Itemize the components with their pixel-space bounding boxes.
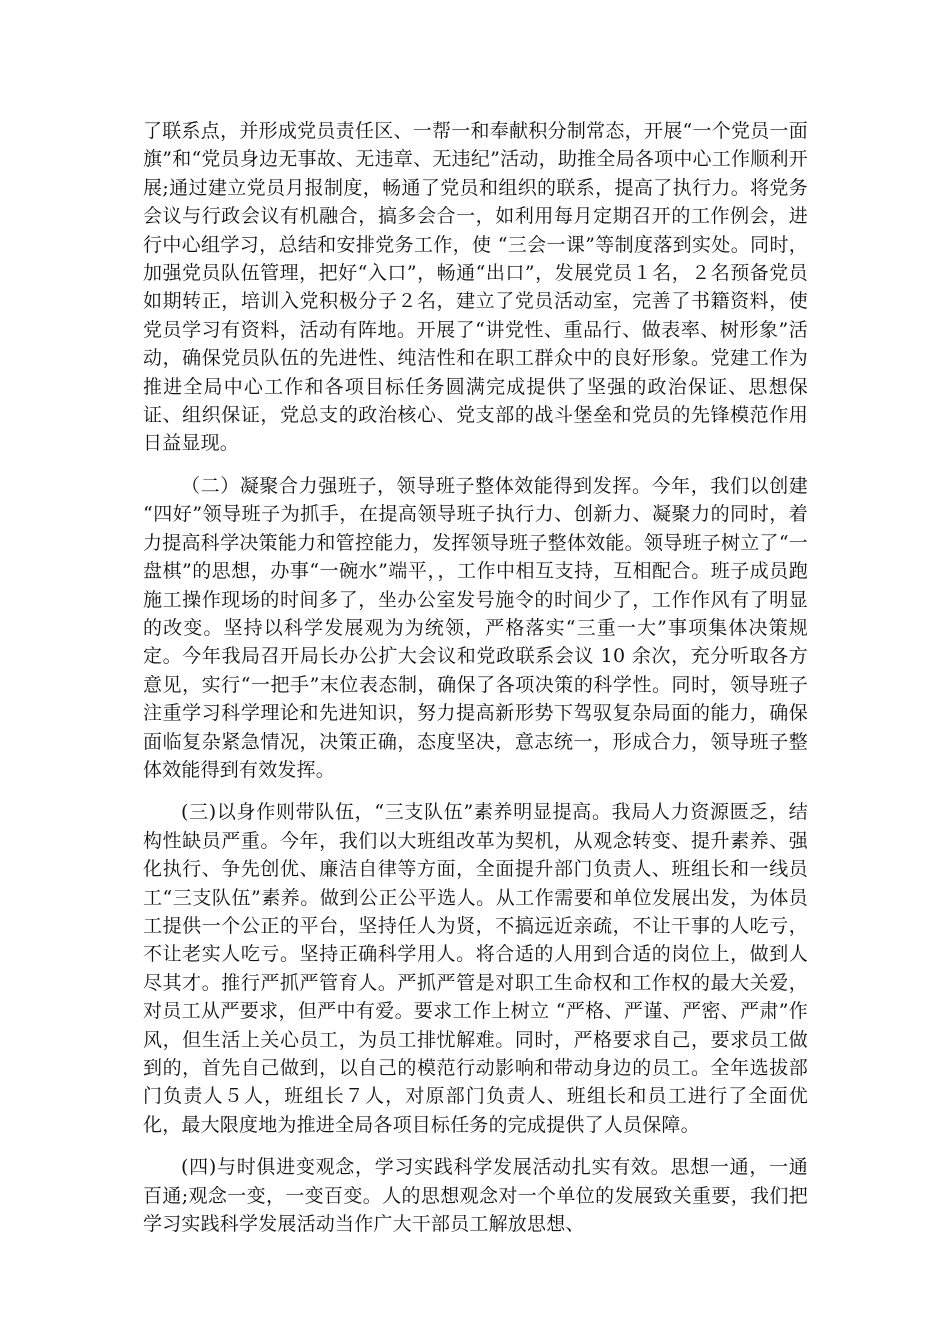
paragraph-three-teams: (三)以身作则带队伍，“三支队伍”素养明显提高。我局人力资源匮乏，结构性缺员严重。今年，我们以大班组改革为契机，从观念转变、提升素养、强化执行、争先创优、廉洁自律等方面，全面提升部门负责人、班组长和一线员工“三支队伍”素养。做到公正公平选人。从工作需要和单位发展出发，为体员工提供一个公正的平台，坚持任人为贤，不搞远近亲疏，不让干事的人吃亏，不让老实人吃亏。坚持正确科学用人。将合适的人用到合适的岗位上，做到人尽其才。推行严抓严管育人。严抓严管是对职工生命权和工作权的最大关爱，对员工从严要求，但严中有爱。要求工作上树立 “严格、严谨、严密、严肃”作风，但生活上关心员工，为员工排忧解难。同时，严格要求自己，要求员工做到的，首先自己做到，以自己的模范行动影响和带动身边的员工。全年选拔部门负责人５人，班组长７人，对原部门负责人、班组长和员工进行了全面优化，最大限度地为推进全局各项目标任务的完成提供了人员保障。 (143, 801, 808, 1136)
paragraph-leadership-team: （二）凝聚合力强班子，领导班子整体效能得到发挥。今年，我们以创建 “四好”领导班子为抓手，在提高领导班子执行力、创新力、凝聚力的同时，着力提高科学决策能力和管控能力，发挥领导班子整体效能。领导班子树立了“一盘棋”的思想，办事“一碗水”端平，，工作中相互支持，互相配合。班子成员跑施工操作现场的时间多了，坐办公室发号施令的时间少了，工作作风有了明显的改变。坚持以科学发展观为为统领，严格落实“三重一大”事项集体决策规定。今年我局召开局长办公扩大会议和党政联系会议 10 余次，充分听取各方意见，实行“一把手”末位表态制，确保了各项决策的科学性。同时，领导班子注重学习科学理论和先进知识，努力提高新形势下驾驭复杂局面的能力，确保面临复杂紧急情况，决策正确，态度坚决，意志统一，形成合力，领导班子整体效能得到有效发挥。 (143, 474, 808, 781)
document-page (143, 117, 808, 1252)
paragraph-changing-concepts: (四)与时俱进变观念，学习实践科学发展活动扎实有效。思想一通，一通百通;观念一变，一变百变。人的思想观念对一个单位的发展致关重要，我们把学习实践科学发展活动当作广大干部员工解放思想、 (143, 1156, 808, 1236)
paragraph-party-building: 了联系点，并形成党员责任区、一帮一和奉献积分制常态，开展“一个党员一面旗”和“党员身边无事故、无违章、无违纪”活动，助推全局各项中心工作顺利开展;通过建立党员月报制度，畅通了党员和组织的联系，提高了执行力。将党务会议与行政会议有机融合，搞多会合一，如利用每月定期召开的工作例会，进行中心组学习，总结和安排党务工作，使 “三会一课”等制度落到实处。同时，加强党员队伍管理，把好“入口”，畅通“出口”，发展党员１名，２名预备党员如期转正，培训入党积极分子２名，建立了党员活动室，完善了书籍资料，使党员学习有资料，活动有阵地。开展了“讲党性、重品行、做表率、树形象”活动，确保党员队伍的先进性、纯洁性和在职工群众中的良好形象。党建工作为推进全局中心工作和各项目标任务圆满完成提供了坚强的政治保证、思想保证、组织保证，党总支的政治核心、党支部的战斗堡垒和党员的先锋模范作用日益显现。 (143, 120, 808, 455)
